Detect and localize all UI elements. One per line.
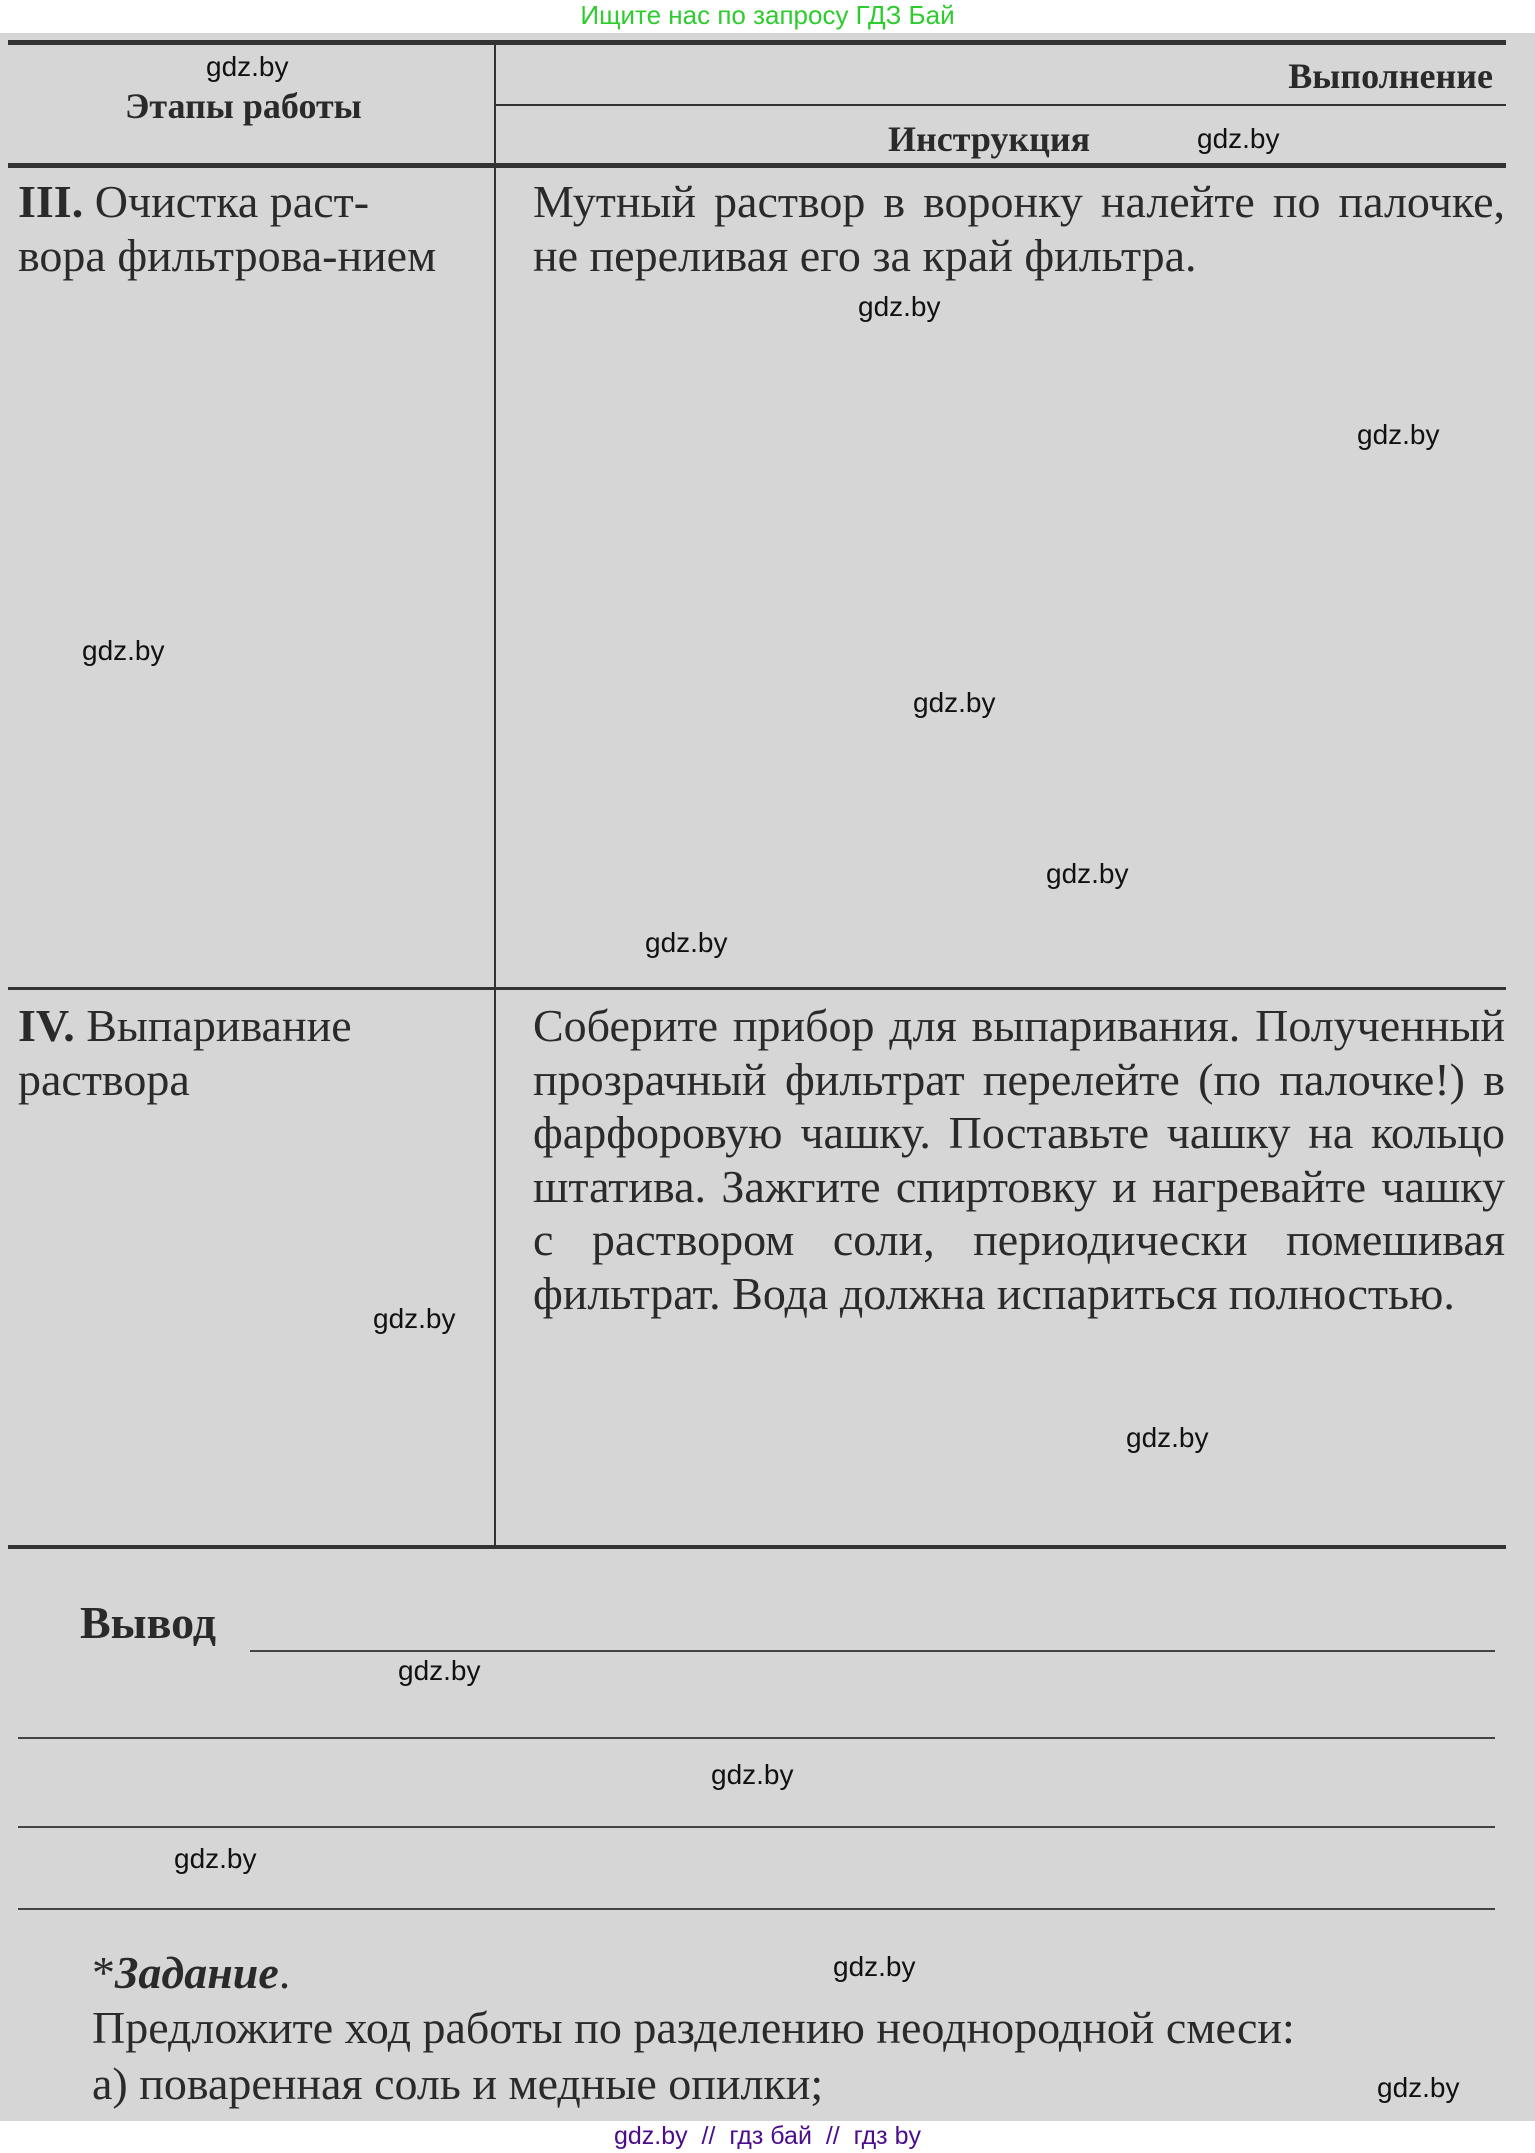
stage-iii [18, 175, 438, 282]
stage-text: Выпаривание раствора [18, 1000, 352, 1105]
watermark: gdz.by [711, 1759, 794, 1790]
task-item-a: а) поваренная соль и медные опилки; [92, 2058, 824, 2109]
answer-line [18, 1826, 1495, 1828]
watermark: gdz.by [82, 635, 165, 666]
search-banner[interactable]: Ищите нас по запросу ГДЗ Бай [580, 0, 955, 30]
instruction-iii: Мутный раствор в воронку налейте по палочке, не переливая его за край фильтра. [533, 176, 1505, 281]
stage-iv [18, 999, 438, 1106]
watermark: gdz.by [398, 1655, 481, 1686]
watermark: gdz.by [833, 1951, 916, 1982]
stage-number: IV. [18, 1000, 75, 1051]
stage-number: III. [18, 176, 84, 227]
watermark: gdz.by [1357, 419, 1440, 450]
answer-line [18, 1908, 1495, 1910]
watermark: gdz.by [1377, 2072, 1460, 2103]
header-instruction: Инструкция [888, 119, 1091, 159]
header-execution: Выполнение [1288, 56, 1493, 96]
table-top-border [8, 40, 1506, 45]
watermark: gdz.by [913, 687, 996, 718]
instruction-iv: Соберите прибор для выпаривания. Полученный прозрачный фильтрат перелейте (по палочке!) в фарфоровую чашку. Поставьте чашку на кольцо штатива. Зажгите спиртовку и нагревайте чашку с раствором соли, периодически помешивая фильтрат. Вода должна испариться полностью. [533, 1000, 1505, 1319]
header-sub-divider [495, 104, 1506, 106]
workbook-page [0, 33, 1535, 2121]
task-prompt: Предложите ход работы по разделению неоднородной смеси: [92, 2002, 1295, 2053]
watermark: gdz.by [206, 51, 289, 82]
watermark: gdz.by [1197, 123, 1280, 154]
watermark: gdz.by [858, 291, 941, 322]
watermark: gdz.by [1046, 858, 1129, 889]
task-star: * [92, 1947, 115, 1998]
header-bottom-border [8, 163, 1506, 168]
watermark: gdz.by [1126, 1422, 1209, 1453]
watermark: gdz.by [174, 1843, 257, 1874]
watermark: gdz.by [373, 1303, 456, 1334]
conclusion-label: Вывод [80, 1597, 217, 1648]
watermark: gdz.by [645, 927, 728, 958]
header-stages: Этапы работы [125, 86, 362, 126]
stage-text: Очистка раст-вора фильтрова-нием [18, 176, 437, 281]
footer-links[interactable]: gdz.by // гдз бай // гдз by [613, 2122, 921, 2150]
table-bottom-border [8, 1545, 1506, 1549]
conclusion-line [250, 1650, 1495, 1652]
row-divider [8, 987, 1506, 990]
answer-line [18, 1737, 1495, 1739]
task-title-text: Задание [115, 1947, 279, 1998]
task-title: *Задание. [92, 1947, 291, 1998]
column-divider [494, 42, 496, 1547]
